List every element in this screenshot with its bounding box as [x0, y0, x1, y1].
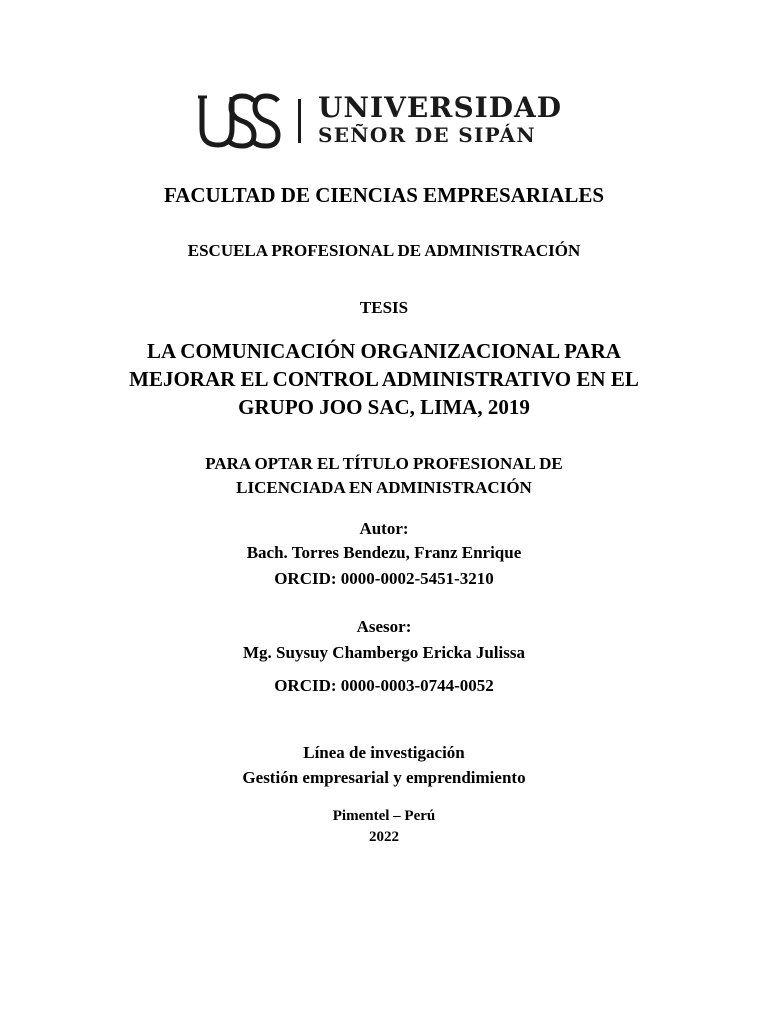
author-name: Bach. Torres Bendezu, Franz Enrique [246, 543, 522, 562]
thesis-title-line: LA COMUNICACIÓN ORGANIZACIONAL PARA [147, 339, 621, 363]
thesis-title-line: MEJORAR EL CONTROL ADMINISTRATIVO EN EL [129, 367, 639, 391]
author-label: Autor: [359, 519, 409, 538]
author-orcid: ORCID: 0000-0002-5451-3210 [274, 569, 494, 588]
year: 2022 [369, 829, 399, 845]
university-logo [198, 93, 580, 149]
advisor-label: Asesor: [356, 617, 412, 636]
document-type: TESIS [359, 298, 409, 317]
degree-line: PARA OPTAR EL TÍTULO PROFESIONAL DE [205, 454, 563, 473]
research-line-label: Línea de investigación [303, 743, 465, 762]
place: Pimentel – Perú [332, 808, 436, 824]
thesis-title-line: GRUPO JOO SAC, LIMA, 2019 [238, 395, 530, 419]
school-heading: ESCUELA PROFESIONAL DE ADMINISTRACIÓN [187, 241, 581, 260]
uss-monogram-icon [198, 93, 282, 149]
logo-university-text: UNIVERSIDAD [318, 91, 563, 124]
faculty-heading: FACULTAD DE CIENCIAS EMPRESARIALES [163, 183, 605, 207]
logo-name-text: SEÑOR DE SIPÁN [318, 123, 536, 147]
research-line-value: Gestión empresarial y emprendimiento [242, 768, 526, 787]
thesis-title [0, 337, 768, 421]
degree-line: LICENCIADA EN ADMINISTRACIÓN [236, 478, 532, 497]
advisor-name: Mg. Suysuy Chambergo Ericka Julissa [243, 643, 525, 662]
degree-statement [0, 452, 768, 500]
advisor-orcid: ORCID: 0000-0003-0744-0052 [274, 676, 494, 695]
logo-divider [298, 99, 301, 143]
